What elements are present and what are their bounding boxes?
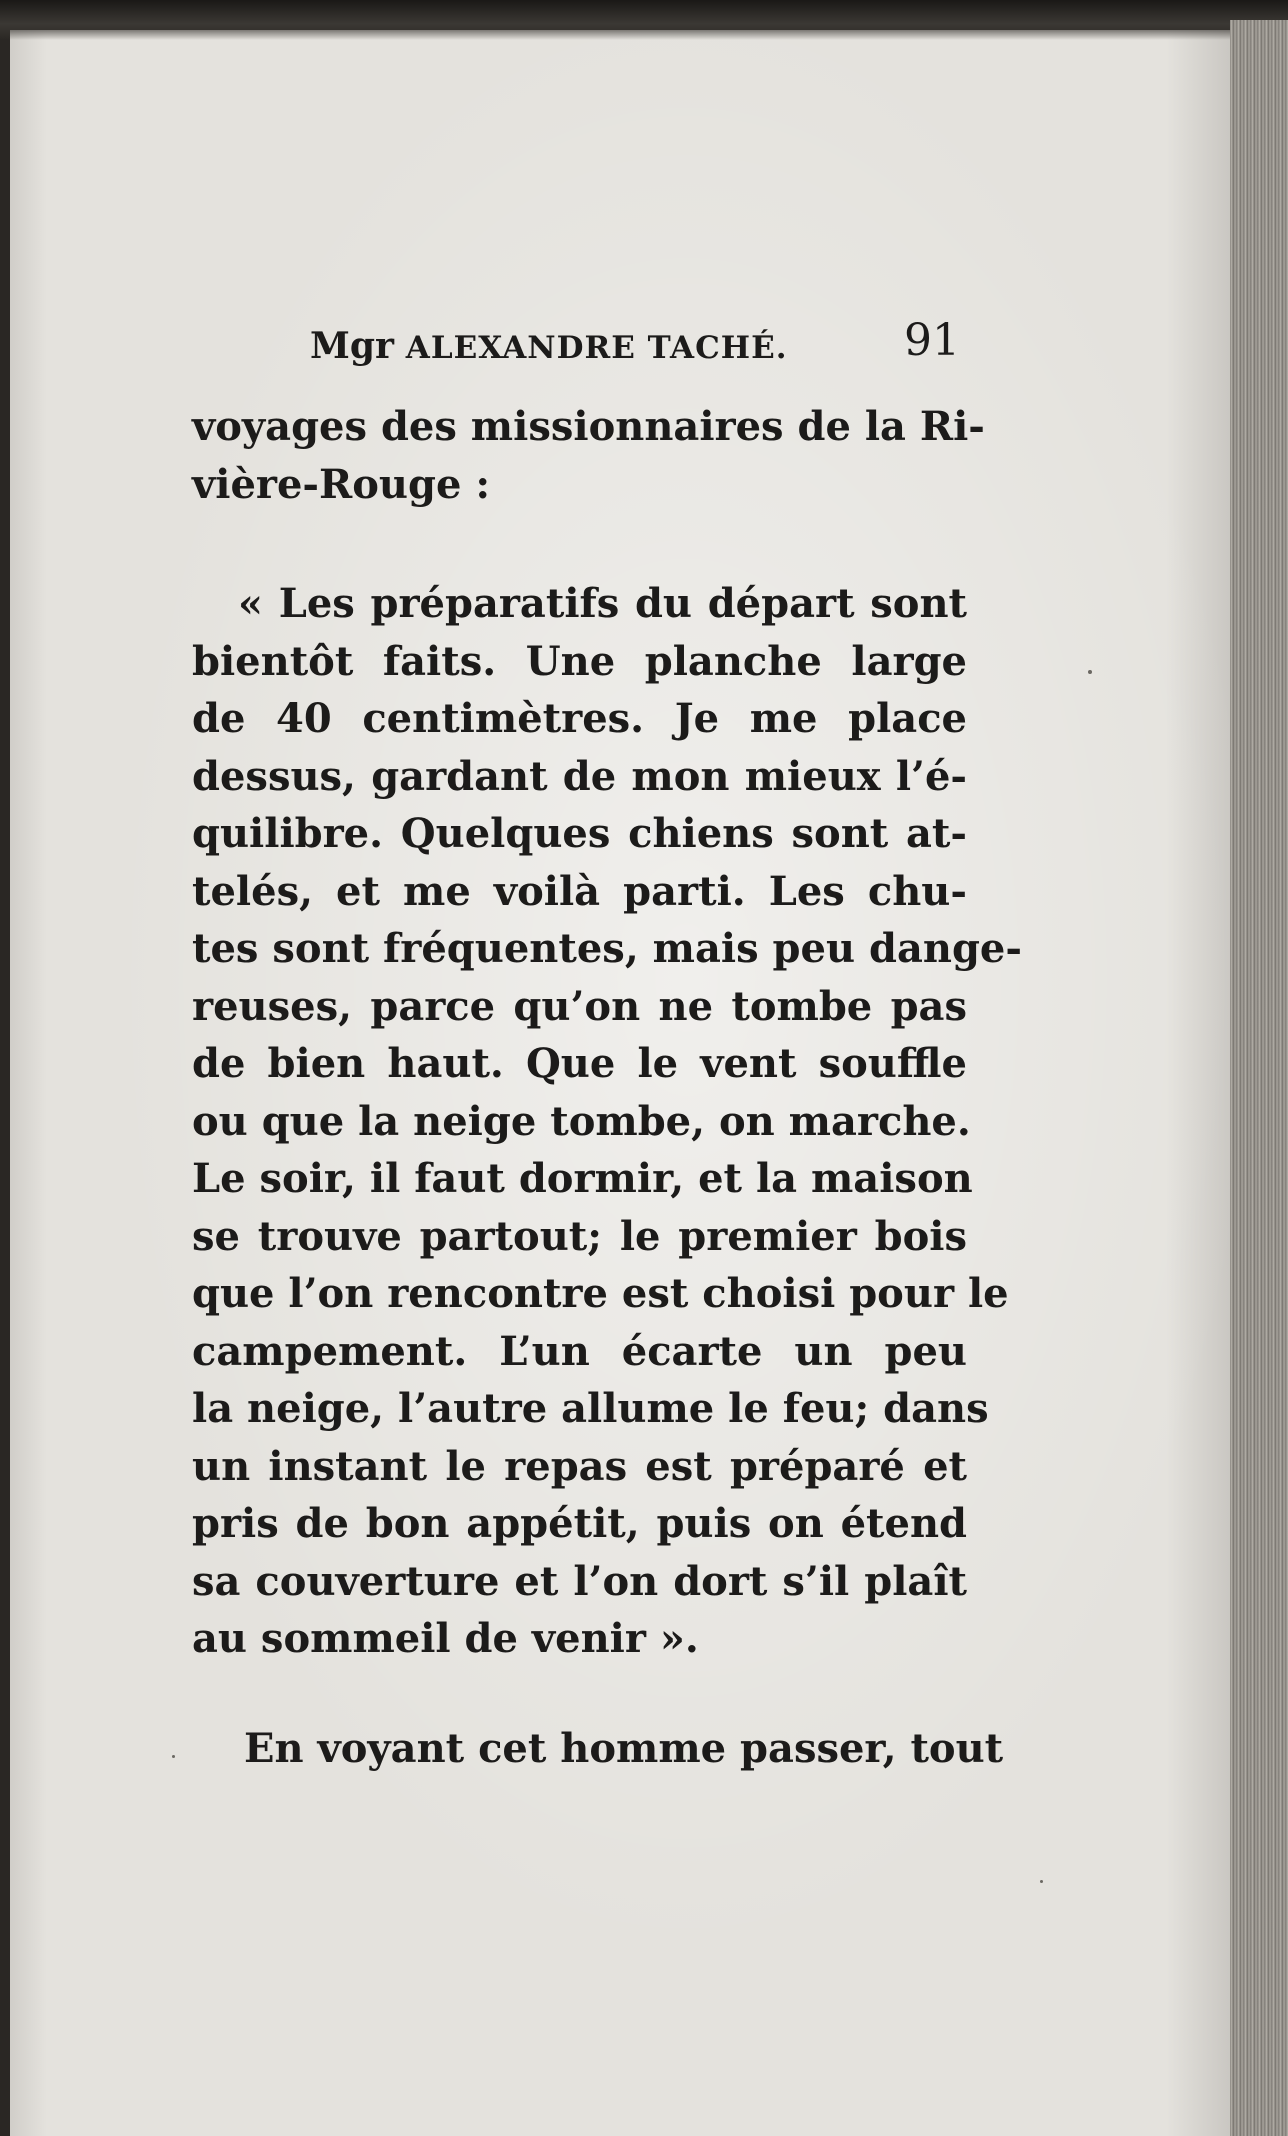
text-line: reuses, parce qu’on ne tombe pas — [192, 982, 967, 1030]
text-line: au sommeil de venir ». — [192, 1615, 699, 1662]
paper-speck — [172, 1755, 175, 1758]
text-line: vière-Rouge : — [192, 460, 491, 508]
text-line: Le soir, il faut dormir, et la maison — [192, 1155, 973, 1202]
text-line: un instant le repas est préparé et — [192, 1442, 967, 1490]
paragraph-gap — [192, 513, 967, 575]
text-line: campement. L’un écarte un peu — [192, 1327, 967, 1375]
text-line: la neige, l’autre allume le feu; dans — [192, 1385, 989, 1432]
running-title-prefix: Mgr — [310, 325, 394, 367]
page-number: 91 — [904, 315, 960, 366]
text-line: bientôt faits. Une planche large — [192, 637, 967, 685]
text-line: telés, et me voilà parti. Les chu- — [192, 867, 967, 915]
text-line: que l’on rencontre est choisi pour le — [192, 1270, 1009, 1317]
text-line: quilibre. Quelques chiens sont at- — [192, 810, 967, 857]
text-line: de bien haut. Que le vent souffle — [192, 1040, 967, 1087]
body-text — [192, 398, 1022, 1777]
text-line: ou que la neige tombe, on marche. — [192, 1097, 971, 1145]
running-title-text: ALEXANDRE TACHÉ. — [405, 330, 788, 366]
text-line: « Les préparatifs du départ sont — [238, 580, 967, 627]
text-line: se trouve partout; le premier bois — [192, 1212, 967, 1260]
text-line: voyages des missionnaires de la Ri- — [192, 403, 985, 450]
running-header — [310, 315, 960, 375]
text-line: sa couverture et l’on dort s’il plaît — [192, 1557, 967, 1605]
running-title — [310, 325, 788, 367]
scan-top-shadow — [0, 0, 1288, 40]
text-line: dessus, gardant de mon mieux l’é- — [192, 752, 967, 800]
paragraph-gap — [192, 1668, 967, 1720]
text-line: de 40 centimètres. Je me place — [192, 695, 967, 742]
text-line: tes sont fréquentes, mais peu dange- — [192, 925, 1022, 972]
book-page-edges — [1230, 20, 1288, 2136]
paper-speck — [1040, 1880, 1043, 1883]
text-line: pris de bon appétit, puis on étend — [192, 1500, 967, 1547]
paper-speck — [1088, 670, 1092, 674]
text-line: En voyant cet homme passer, tout — [244, 1724, 1004, 1772]
